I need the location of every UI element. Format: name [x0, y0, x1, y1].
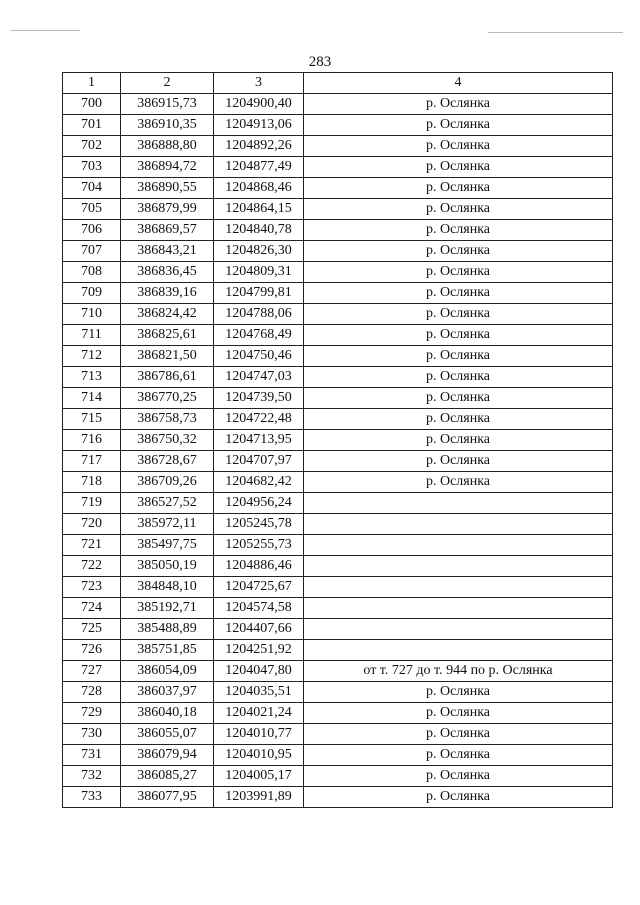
table-row	[63, 178, 613, 199]
point-number-cell: 708	[63, 262, 121, 283]
y-coordinate-cell: 1204707,97	[214, 451, 304, 472]
column-header-x: 2	[121, 73, 214, 94]
description-cell: р. Ослянка	[304, 367, 613, 388]
scan-artifact-mark	[10, 30, 80, 31]
column-header-point-number: 1	[63, 73, 121, 94]
point-number-cell: 732	[63, 766, 121, 787]
table-row	[63, 766, 613, 787]
y-coordinate-cell: 1204913,06	[214, 115, 304, 136]
x-coordinate-cell: 386085,27	[121, 766, 214, 787]
table-header-row	[63, 73, 613, 94]
x-coordinate-cell: 386709,26	[121, 472, 214, 493]
description-cell: р. Ослянка	[304, 157, 613, 178]
description-cell: р. Ослянка	[304, 346, 613, 367]
y-coordinate-cell: 1204886,46	[214, 556, 304, 577]
x-coordinate-cell: 386758,73	[121, 409, 214, 430]
y-coordinate-cell: 1203991,89	[214, 787, 304, 808]
description-cell: р. Ослянка	[304, 136, 613, 157]
x-coordinate-cell: 386040,18	[121, 703, 214, 724]
x-coordinate-cell: 385972,11	[121, 514, 214, 535]
description-cell	[304, 577, 613, 598]
description-cell: р. Ослянка	[304, 766, 613, 787]
point-number-cell: 705	[63, 199, 121, 220]
table-row	[63, 367, 613, 388]
x-coordinate-cell: 386869,57	[121, 220, 214, 241]
x-coordinate-cell: 386079,94	[121, 745, 214, 766]
description-cell: р. Ослянка	[304, 304, 613, 325]
table-row	[63, 598, 613, 619]
coordinates-table	[62, 72, 613, 808]
x-coordinate-cell: 386786,61	[121, 367, 214, 388]
description-cell: р. Ослянка	[304, 115, 613, 136]
table-row	[63, 451, 613, 472]
point-number-cell: 713	[63, 367, 121, 388]
x-coordinate-cell: 386888,80	[121, 136, 214, 157]
point-number-cell: 727	[63, 661, 121, 682]
point-number-cell: 711	[63, 325, 121, 346]
description-cell: р. Ослянка	[304, 94, 613, 115]
description-cell	[304, 556, 613, 577]
point-number-cell: 722	[63, 556, 121, 577]
description-cell: р. Ослянка	[304, 703, 613, 724]
y-coordinate-cell: 1204574,58	[214, 598, 304, 619]
page-number: 283	[308, 54, 332, 70]
y-coordinate-cell: 1204713,95	[214, 430, 304, 451]
x-coordinate-cell: 386750,32	[121, 430, 214, 451]
description-cell	[304, 535, 613, 556]
table-row	[63, 640, 613, 661]
table-row	[63, 724, 613, 745]
description-cell: р. Ослянка	[304, 451, 613, 472]
description-cell	[304, 514, 613, 535]
description-cell	[304, 640, 613, 661]
x-coordinate-cell: 384848,10	[121, 577, 214, 598]
x-coordinate-cell: 386839,16	[121, 283, 214, 304]
description-cell	[304, 598, 613, 619]
table-row	[63, 682, 613, 703]
table-row	[63, 514, 613, 535]
point-number-cell: 721	[63, 535, 121, 556]
table-row	[63, 619, 613, 640]
table-row	[63, 472, 613, 493]
description-cell: р. Ослянка	[304, 409, 613, 430]
y-coordinate-cell: 1204826,30	[214, 241, 304, 262]
y-coordinate-cell: 1204739,50	[214, 388, 304, 409]
table-row	[63, 556, 613, 577]
point-number-cell: 712	[63, 346, 121, 367]
y-coordinate-cell: 1204682,42	[214, 472, 304, 493]
table-row	[63, 199, 613, 220]
y-coordinate-cell: 1204840,78	[214, 220, 304, 241]
y-coordinate-cell: 1204868,46	[214, 178, 304, 199]
x-coordinate-cell: 386728,67	[121, 451, 214, 472]
table-row	[63, 283, 613, 304]
y-coordinate-cell: 1205245,78	[214, 514, 304, 535]
x-coordinate-cell: 385751,85	[121, 640, 214, 661]
table-row	[63, 346, 613, 367]
table-row	[63, 430, 613, 451]
x-coordinate-cell: 386894,72	[121, 157, 214, 178]
point-number-cell: 709	[63, 283, 121, 304]
y-coordinate-cell: 1204750,46	[214, 346, 304, 367]
x-coordinate-cell: 386054,09	[121, 661, 214, 682]
table-row	[63, 535, 613, 556]
description-cell: р. Ослянка	[304, 241, 613, 262]
x-coordinate-cell: 385497,75	[121, 535, 214, 556]
point-number-cell: 710	[63, 304, 121, 325]
table-row	[63, 262, 613, 283]
y-coordinate-cell: 1204010,77	[214, 724, 304, 745]
point-number-cell: 728	[63, 682, 121, 703]
table-row	[63, 661, 613, 682]
scan-artifact-mark	[488, 32, 623, 33]
point-number-cell: 730	[63, 724, 121, 745]
description-cell	[304, 619, 613, 640]
table-body	[63, 94, 613, 808]
description-cell: от т. 727 до т. 944 по р. Ослянка	[304, 661, 613, 682]
y-coordinate-cell: 1204747,03	[214, 367, 304, 388]
y-coordinate-cell: 1204799,81	[214, 283, 304, 304]
y-coordinate-cell: 1204788,06	[214, 304, 304, 325]
description-cell: р. Ослянка	[304, 220, 613, 241]
point-number-cell: 716	[63, 430, 121, 451]
x-coordinate-cell: 386824,42	[121, 304, 214, 325]
table-row	[63, 115, 613, 136]
description-cell: р. Ослянка	[304, 199, 613, 220]
table-row	[63, 241, 613, 262]
point-number-cell: 729	[63, 703, 121, 724]
point-number-cell: 718	[63, 472, 121, 493]
point-number-cell: 723	[63, 577, 121, 598]
y-coordinate-cell: 1204768,49	[214, 325, 304, 346]
y-coordinate-cell: 1204035,51	[214, 682, 304, 703]
point-number-cell: 714	[63, 388, 121, 409]
x-coordinate-cell: 386055,07	[121, 724, 214, 745]
table-row	[63, 577, 613, 598]
column-header-description: 4	[304, 73, 613, 94]
x-coordinate-cell: 386770,25	[121, 388, 214, 409]
y-coordinate-cell: 1204900,40	[214, 94, 304, 115]
table-row	[63, 493, 613, 514]
point-number-cell: 724	[63, 598, 121, 619]
point-number-cell: 703	[63, 157, 121, 178]
y-coordinate-cell: 1204892,26	[214, 136, 304, 157]
x-coordinate-cell: 385050,19	[121, 556, 214, 577]
y-coordinate-cell: 1204722,48	[214, 409, 304, 430]
table-row	[63, 136, 613, 157]
y-coordinate-cell: 1204407,66	[214, 619, 304, 640]
description-cell: р. Ослянка	[304, 724, 613, 745]
x-coordinate-cell: 386825,61	[121, 325, 214, 346]
y-coordinate-cell: 1204877,49	[214, 157, 304, 178]
description-cell: р. Ослянка	[304, 745, 613, 766]
point-number-cell: 725	[63, 619, 121, 640]
point-number-cell: 720	[63, 514, 121, 535]
description-cell: р. Ослянка	[304, 262, 613, 283]
point-number-cell: 726	[63, 640, 121, 661]
y-coordinate-cell: 1204251,92	[214, 640, 304, 661]
table-row	[63, 703, 613, 724]
description-cell: р. Ослянка	[304, 283, 613, 304]
table-row	[63, 94, 613, 115]
point-number-cell: 701	[63, 115, 121, 136]
description-cell: р. Ослянка	[304, 787, 613, 808]
point-number-cell: 717	[63, 451, 121, 472]
y-coordinate-cell: 1205255,73	[214, 535, 304, 556]
x-coordinate-cell: 386890,55	[121, 178, 214, 199]
description-cell: р. Ослянка	[304, 682, 613, 703]
table-row	[63, 787, 613, 808]
point-number-cell: 702	[63, 136, 121, 157]
y-coordinate-cell: 1204809,31	[214, 262, 304, 283]
x-coordinate-cell: 385488,89	[121, 619, 214, 640]
x-coordinate-cell: 386821,50	[121, 346, 214, 367]
x-coordinate-cell: 386910,35	[121, 115, 214, 136]
y-coordinate-cell: 1204047,80	[214, 661, 304, 682]
table-row	[63, 157, 613, 178]
table-row	[63, 388, 613, 409]
table-row	[63, 409, 613, 430]
description-cell: р. Ослянка	[304, 325, 613, 346]
point-number-cell: 719	[63, 493, 121, 514]
description-cell: р. Ослянка	[304, 178, 613, 199]
y-coordinate-cell: 1204956,24	[214, 493, 304, 514]
point-number-cell: 733	[63, 787, 121, 808]
x-coordinate-cell: 386879,99	[121, 199, 214, 220]
x-coordinate-cell: 386527,52	[121, 493, 214, 514]
x-coordinate-cell: 386915,73	[121, 94, 214, 115]
point-number-cell: 706	[63, 220, 121, 241]
y-coordinate-cell: 1204005,17	[214, 766, 304, 787]
x-coordinate-cell: 385192,71	[121, 598, 214, 619]
table-row	[63, 220, 613, 241]
x-coordinate-cell: 386037,97	[121, 682, 214, 703]
x-coordinate-cell: 386077,95	[121, 787, 214, 808]
table-row	[63, 745, 613, 766]
description-cell	[304, 493, 613, 514]
table-row	[63, 325, 613, 346]
y-coordinate-cell: 1204864,15	[214, 199, 304, 220]
y-coordinate-cell: 1204010,95	[214, 745, 304, 766]
y-coordinate-cell: 1204725,67	[214, 577, 304, 598]
point-number-cell: 700	[63, 94, 121, 115]
y-coordinate-cell: 1204021,24	[214, 703, 304, 724]
x-coordinate-cell: 386843,21	[121, 241, 214, 262]
point-number-cell: 707	[63, 241, 121, 262]
column-header-y: 3	[214, 73, 304, 94]
description-cell: р. Ослянка	[304, 388, 613, 409]
point-number-cell: 715	[63, 409, 121, 430]
description-cell: р. Ослянка	[304, 430, 613, 451]
point-number-cell: 704	[63, 178, 121, 199]
x-coordinate-cell: 386836,45	[121, 262, 214, 283]
description-cell: р. Ослянка	[304, 472, 613, 493]
table-row	[63, 304, 613, 325]
point-number-cell: 731	[63, 745, 121, 766]
